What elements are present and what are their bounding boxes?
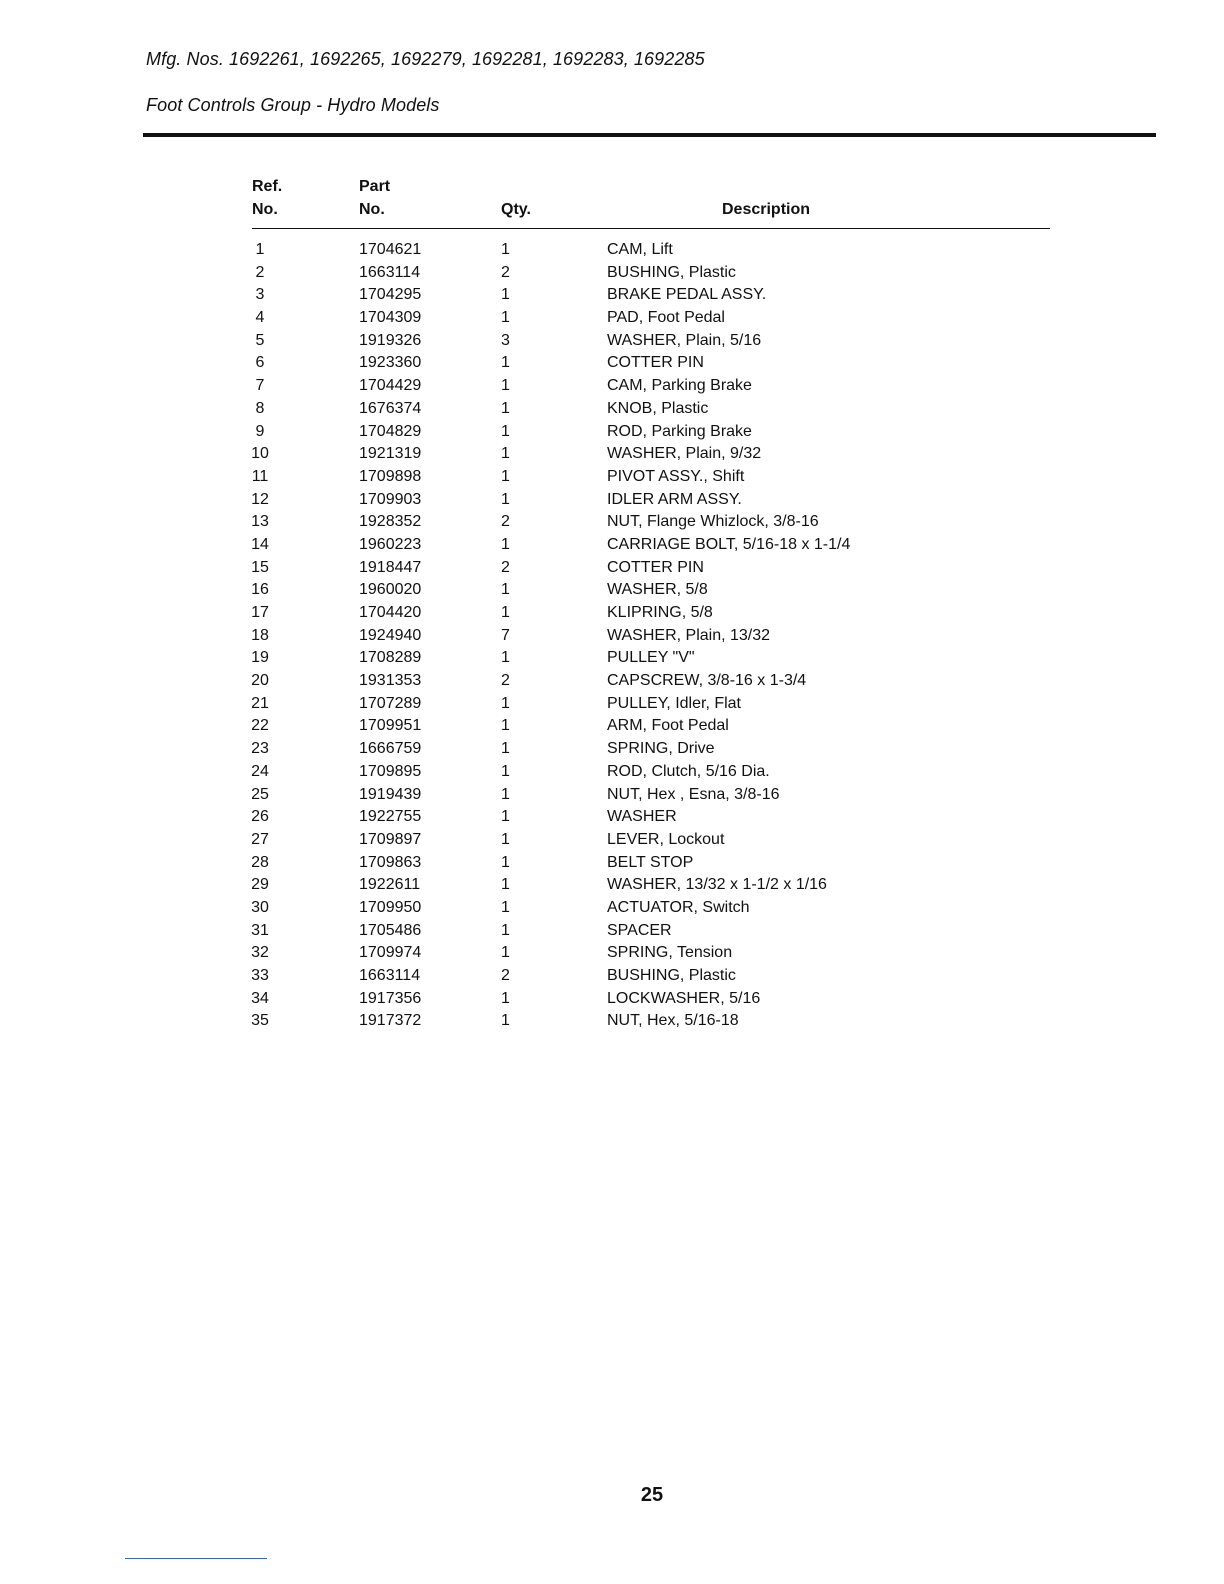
quantity-cell: 1 [501, 399, 510, 417]
quantity-cell: 1 [501, 445, 510, 463]
ref-cell: 5 [255, 331, 265, 349]
description-cell: BUSHING, Plastic [607, 263, 736, 281]
description-cell: KLIPRING, 5/8 [607, 604, 713, 621]
ref-cell: 17 [251, 604, 269, 621]
page-number: 25 [640, 1484, 664, 1506]
part-number-cell: 1928352 [359, 513, 422, 531]
ref-cell: 2 [255, 263, 265, 281]
part-number-cell: 1922755 [359, 808, 422, 826]
table-row [0, 852, 1224, 875]
part-number-cell: 1704429 [359, 377, 422, 395]
description-cell: WASHER, Plain, 9/32 [607, 445, 762, 463]
table-row [0, 466, 1224, 489]
part-number-cell: 1704420 [359, 604, 422, 621]
table-row [0, 693, 1224, 716]
ref-cell: 9 [255, 422, 265, 440]
table-row [0, 874, 1224, 897]
table-row [0, 239, 1224, 262]
description-cell: ROD, Clutch, 5/16 Dia. [607, 762, 770, 780]
ref-cell: 10 [251, 445, 269, 463]
part-number-cell: 1922611 [359, 876, 421, 894]
quantity-cell: 1 [501, 490, 510, 508]
table-row [0, 421, 1224, 444]
ref-cell: 24 [251, 762, 269, 780]
ref-cell: 30 [251, 898, 269, 916]
ref-cell: 7 [255, 377, 265, 395]
description-cell: NUT, Hex , Esna, 3/8-16 [607, 785, 780, 803]
ref-cell: 4 [255, 309, 265, 327]
quantity-cell: 2 [501, 672, 510, 690]
part-number-cell: 1709895 [359, 762, 422, 780]
table-row [0, 557, 1224, 580]
part-number-cell: 1960020 [359, 581, 422, 599]
quantity-cell: 2 [501, 967, 510, 984]
part-number-cell: 1708289 [359, 649, 422, 667]
ref-cell: 32 [251, 944, 269, 962]
part-number-cell: 1663114 [359, 967, 421, 984]
ref-cell: 18 [251, 626, 269, 644]
quantity-cell: 1 [501, 309, 510, 327]
ref-cell: 28 [251, 853, 269, 871]
ref-cell: 29 [251, 876, 269, 894]
column-header-qty: Qty. [501, 201, 531, 218]
part-number-cell: 1931353 [359, 672, 422, 690]
column-header-ref-line1: Ref. [252, 178, 283, 195]
description-cell: WASHER, 5/8 [607, 581, 708, 599]
table-row [0, 443, 1224, 466]
part-number-cell: 1709974 [359, 944, 422, 962]
part-number-cell: 1923360 [359, 354, 422, 372]
table-row [0, 715, 1224, 738]
part-number-cell: 1709903 [359, 490, 422, 508]
description-cell: ACTUATOR, Switch [607, 898, 750, 916]
part-number-cell: 1666759 [359, 740, 422, 758]
column-header-ref-no [252, 175, 282, 221]
description-cell: BRAKE PEDAL ASSY. [607, 286, 767, 304]
parts-list [0, 239, 1224, 1033]
description-cell: WASHER [607, 808, 677, 826]
part-number-cell: 1705486 [359, 921, 422, 939]
part-number-cell: 1663114 [359, 263, 421, 281]
table-row [0, 625, 1224, 648]
table-row [0, 307, 1224, 330]
table-row [0, 942, 1224, 965]
description-cell: PULLEY, Idler, Flat [607, 694, 741, 712]
ref-cell: 35 [251, 1012, 269, 1030]
quantity-cell: 1 [501, 422, 510, 440]
table-row [0, 262, 1224, 285]
ref-cell: 8 [255, 399, 265, 417]
part-number-cell: 1709898 [359, 467, 422, 485]
table-row [0, 647, 1224, 670]
table-row [0, 579, 1224, 602]
quantity-cell: 1 [501, 467, 510, 485]
ref-cell: 19 [251, 649, 269, 667]
quantity-cell: 1 [501, 717, 510, 735]
ref-cell: 21 [251, 694, 269, 712]
quantity-cell: 1 [501, 649, 510, 667]
part-number-cell: 1709897 [359, 830, 422, 848]
description-cell: PULLEY "V" [607, 649, 695, 667]
quantity-cell: 1 [501, 354, 510, 372]
table-row [0, 534, 1224, 557]
description-cell: PIVOT ASSY., Shift [607, 467, 745, 485]
quantity-cell: 1 [501, 377, 510, 395]
quantity-cell: 1 [501, 286, 510, 304]
ref-cell: 26 [251, 808, 269, 826]
column-header-description: Description [722, 201, 811, 218]
quantity-cell: 1 [501, 740, 510, 758]
table-row [0, 330, 1224, 353]
part-number-cell: 1919326 [359, 331, 422, 349]
quantity-cell: 2 [501, 263, 510, 281]
table-row [0, 897, 1224, 920]
part-number-cell: 1919439 [359, 785, 422, 803]
part-number-cell: 1709863 [359, 853, 422, 871]
ref-cell: 11 [251, 467, 269, 485]
part-number-cell: 1924940 [359, 626, 422, 644]
description-cell: CAPSCREW, 3/8-16 x 1-3/4 [607, 672, 807, 690]
ref-cell: 27 [251, 830, 269, 848]
part-number-cell: 1917372 [359, 1012, 422, 1030]
description-cell: CARRIAGE BOLT, 5/16-18 x 1-1/4 [607, 535, 851, 553]
quantity-cell: 3 [501, 331, 510, 349]
table-row [0, 352, 1224, 375]
part-number-cell: 1960223 [359, 535, 422, 553]
column-header-ref-line2: No. [252, 201, 278, 218]
table-row [0, 489, 1224, 512]
table-row [0, 829, 1224, 852]
description-cell: SPRING, Drive [607, 740, 715, 758]
description-cell: WASHER, Plain, 13/32 [607, 626, 771, 644]
table-row [0, 738, 1224, 761]
ref-cell: 13 [251, 513, 269, 531]
table-row [0, 806, 1224, 829]
column-header-part-line2: No. [359, 201, 385, 218]
description-cell: NUT, Flange Whizlock, 3/8-16 [607, 513, 819, 531]
ref-cell: 16 [251, 581, 269, 599]
quantity-cell: 1 [501, 241, 510, 258]
part-number-cell: 1921319 [359, 445, 422, 463]
quantity-cell: 1 [501, 989, 510, 1007]
group-title: Foot Controls Group - Hydro Models [146, 95, 440, 115]
table-row [0, 988, 1224, 1011]
description-cell: COTTER PIN [607, 354, 704, 372]
description-cell: KNOB, Plastic [607, 399, 709, 417]
quantity-cell: 1 [501, 898, 510, 916]
quantity-cell: 1 [501, 1012, 510, 1030]
ref-cell: 20 [251, 672, 269, 690]
ref-cell: 6 [255, 354, 265, 372]
table-row [0, 1010, 1224, 1033]
ref-cell: 22 [251, 717, 269, 735]
part-number-cell: 1709950 [359, 898, 422, 916]
description-cell: WASHER, Plain, 5/16 [607, 331, 762, 349]
part-number-cell: 1704295 [359, 286, 422, 304]
table-row [0, 511, 1224, 534]
quantity-cell: 1 [501, 830, 510, 848]
table-row [0, 284, 1224, 307]
description-cell: NUT, Hex, 5/16-18 [607, 1012, 739, 1030]
description-cell: IDLER ARM ASSY. [607, 490, 742, 508]
description-cell: PAD, Foot Pedal [607, 309, 725, 327]
ref-cell: 31 [251, 921, 269, 939]
description-cell: BELT STOP [607, 853, 694, 871]
quantity-cell: 7 [501, 626, 510, 644]
column-header-part-no [359, 175, 390, 221]
description-cell: LEVER, Lockout [607, 830, 725, 848]
ref-cell: 12 [251, 490, 269, 508]
quantity-cell: 1 [501, 876, 510, 894]
description-cell: SPACER [607, 921, 672, 939]
quantity-cell: 1 [501, 944, 510, 962]
table-row [0, 670, 1224, 693]
table-row [0, 920, 1224, 943]
quantity-cell: 1 [501, 921, 510, 939]
ref-cell: 3 [255, 286, 265, 304]
quantity-cell: 2 [501, 513, 510, 531]
part-number-cell: 1709951 [359, 717, 422, 735]
ref-cell: 23 [251, 740, 269, 758]
description-cell: ARM, Foot Pedal [607, 717, 729, 735]
table-row [0, 375, 1224, 398]
quantity-cell: 1 [501, 808, 510, 826]
part-number-cell: 1704621 [359, 241, 422, 258]
quantity-cell: 1 [501, 853, 510, 871]
table-row [0, 784, 1224, 807]
table-row [0, 398, 1224, 421]
manufacturer-numbers: Mfg. Nos. 1692261, 1692265, 1692279, 1692281, 1692283, 1692285 [146, 49, 705, 69]
quantity-cell: 1 [501, 694, 510, 712]
description-cell: CAM, Lift [607, 241, 673, 258]
description-cell: COTTER PIN [607, 558, 704, 576]
description-cell: WASHER, 13/32 x 1-1/2 x 1/16 [607, 876, 827, 894]
column-header-part-line1: Part [359, 178, 391, 195]
quantity-cell: 2 [501, 558, 510, 576]
table-row [0, 761, 1224, 784]
part-number-cell: 1704829 [359, 422, 422, 440]
ref-cell: 14 [251, 535, 269, 553]
ref-cell: 15 [251, 558, 269, 576]
quantity-cell: 1 [501, 535, 510, 553]
part-number-cell: 1917356 [359, 989, 422, 1007]
table-row [0, 965, 1224, 988]
quantity-cell: 1 [501, 581, 510, 599]
description-cell: CAM, Parking Brake [607, 377, 752, 395]
description-cell: SPRING, Tension [607, 944, 733, 962]
description-cell: LOCKWASHER, 5/16 [607, 989, 761, 1007]
part-number-cell: 1704309 [359, 309, 422, 327]
part-number-cell: 1918447 [359, 558, 422, 576]
ref-cell: 34 [251, 989, 269, 1007]
ref-cell: 33 [251, 967, 269, 984]
quantity-cell: 1 [501, 762, 510, 780]
part-number-cell: 1707289 [359, 694, 422, 712]
ref-cell: 25 [251, 785, 269, 803]
part-number-cell: 1676374 [359, 399, 422, 417]
description-cell: BUSHING, Plastic [607, 967, 736, 984]
header-divider [143, 133, 1156, 137]
quantity-cell: 1 [501, 785, 510, 803]
table-header-divider [252, 228, 1050, 229]
description-cell: ROD, Parking Brake [607, 422, 752, 440]
footer-link-underline [125, 1558, 267, 1559]
table-row [0, 602, 1224, 625]
quantity-cell: 1 [501, 604, 510, 621]
ref-cell: 1 [255, 241, 265, 258]
